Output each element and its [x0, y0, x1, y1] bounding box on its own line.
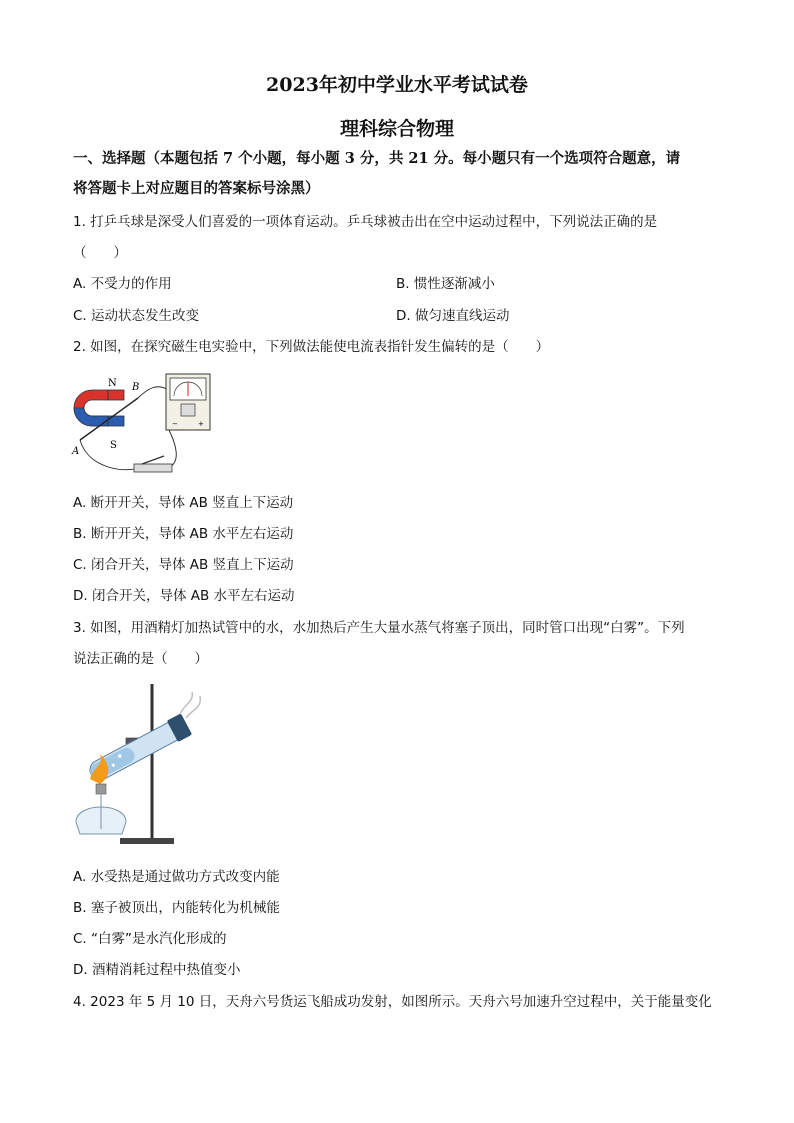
q1-stem-line1: 1. 打乒乓球是深受人们喜爱的一项体育运动。乒乓球被击出在空中运动过程中，下列说法正确的是 [73, 214, 658, 230]
q3-option-d: D. 酒精消耗过程中热值变小 [73, 962, 241, 978]
label-a: A [72, 446, 80, 457]
label-s: S [110, 440, 117, 451]
q3-option-b: B. 塞子被顶出，内能转化为机械能 [73, 900, 280, 916]
label-b: B [132, 382, 140, 393]
q1-stem-line2: （ ） [73, 245, 127, 261]
q1-option-d: D. 做匀速直线运动 [396, 308, 510, 324]
stand-base [120, 838, 174, 844]
svg-text:+: + [198, 420, 204, 428]
section-heading-line1: 一、选择题（本题包括 7 个小题，每小题 3 分，共 21 分。每小题只有一个选项符合题意，请 [73, 150, 681, 167]
q2-option-c: C. 闭合开关，导体 AB 竖直上下运动 [73, 557, 294, 573]
q2-option-a: A. 断开开关，导体 AB 竖直上下运动 [73, 495, 294, 511]
q1-option-a: A. 不受力的作用 [73, 276, 172, 292]
section-heading-line2: 将答题卡上对应题目的答案标号涂黑） [73, 180, 320, 197]
q3-stem-line2: 说法正确的是（ ） [73, 651, 208, 667]
label-n: N [108, 378, 117, 389]
q3-option-a: A. 水受热是通过做功方式改变内能 [73, 869, 280, 885]
q3-option-c: C. “白雾”是水汽化形成的 [73, 931, 227, 947]
q2-option-b: B. 断开开关，导体 AB 水平左右运动 [73, 526, 294, 542]
svg-text:−: − [172, 420, 178, 428]
exam-subtitle: 理科综合物理 [339, 118, 454, 140]
exam-title: 2023年初中学业水平考试试卷 [266, 74, 528, 96]
q4-stem-line1: 4. 2023 年 5 月 10 日，天舟六号货运飞船成功发射，如图所示。天舟六号加速升空过程中，关于能量变化 [73, 994, 712, 1010]
q3-heating-figure [70, 684, 220, 854]
q1-option-c: C. 运动状态发生改变 [73, 308, 200, 324]
switch [134, 464, 172, 472]
q2-induction-figure [68, 368, 218, 486]
q3-stem-line1: 3. 如图，用酒精灯加热试管中的水，水加热后产生大量水蒸气将塞子顶出，同时管口出现“白雾”。下列 [73, 620, 685, 636]
q2-stem: 2. 如图，在探究磁生电实验中，下列做法能使电流表指针发生偏转的是（ ） [73, 339, 550, 355]
q1-option-b: B. 惯性逐渐减小 [396, 276, 495, 292]
q2-option-d: D. 闭合开关，导体 AB 水平左右运动 [73, 588, 295, 604]
